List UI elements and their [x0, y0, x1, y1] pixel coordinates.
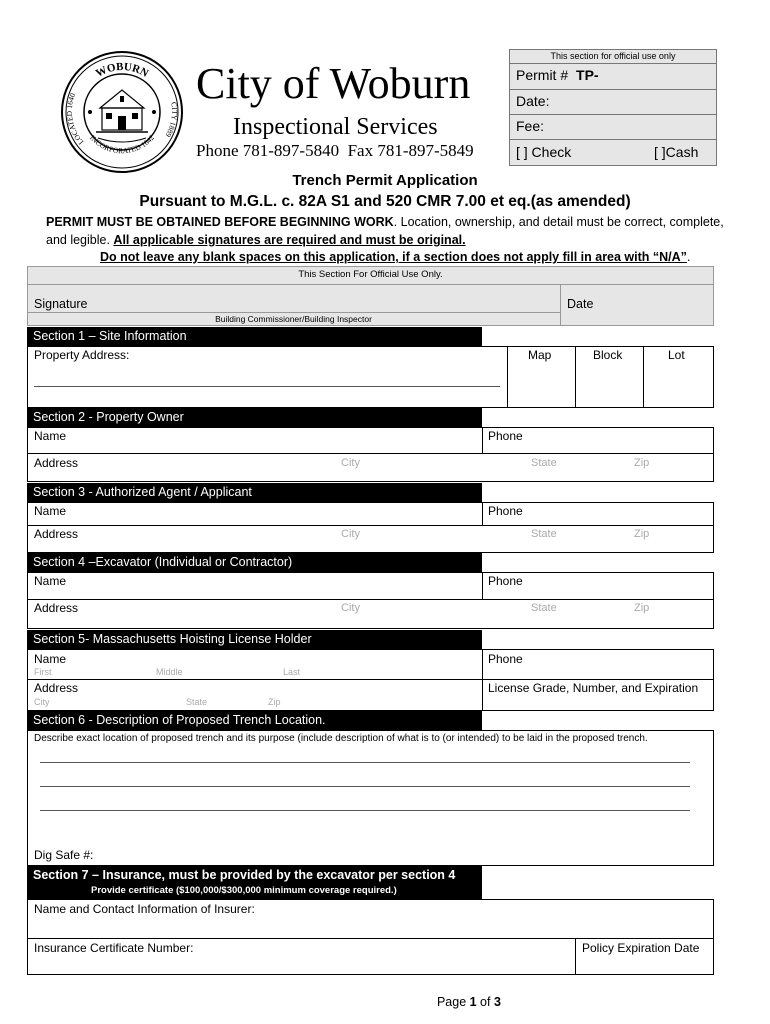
check-option[interactable]: [ ] Check — [516, 144, 572, 160]
policy-expiration-field[interactable]: Policy Expiration Date — [582, 941, 700, 955]
fee-field[interactable]: Fee: — [516, 118, 545, 134]
contact-line: Phone 781-897-5840 Fax 781-897-5849 — [196, 141, 474, 160]
hoisting-city-hint: City — [34, 697, 50, 707]
cash-option[interactable]: [ ]Cash — [654, 144, 699, 160]
notice-bold-lead: PERMIT MUST BE OBTAINED BEFORE BEGINNING WORK — [46, 215, 394, 229]
hoisting-last-hint: Last — [283, 667, 301, 677]
section7-title: Section 7 – Insurance, must be provided by the excavator per section 4 — [33, 868, 456, 882]
page-word: Page — [436, 995, 470, 1009]
permit-number-field[interactable] — [516, 67, 599, 83]
notice-signatures: All applicable signatures are required and must be original. — [113, 233, 466, 247]
svg-text:WOBURN — [94, 61, 151, 80]
agent-address-field[interactable]: Address — [34, 527, 79, 541]
permit-number-label: Permit # — [516, 67, 569, 83]
signature-field[interactable]: Signature — [34, 297, 88, 311]
lot-field[interactable]: Lot — [668, 348, 685, 362]
official-section-caption: This Section For Official Use Only. — [298, 269, 443, 280]
form-title: Trench Permit Application — [292, 172, 478, 189]
description-line-2[interactable] — [40, 786, 690, 787]
agent-state-hint: State — [531, 528, 557, 540]
notice-na-instruction: Do not leave any blank spaces on this application, if a section does not apply fill in area with “N/A” — [100, 250, 687, 264]
notice-period: . — [686, 250, 691, 264]
property-address-field[interactable]: Property Address: — [34, 348, 130, 362]
description-line-1[interactable] — [40, 762, 690, 763]
page-total: 3 — [493, 995, 501, 1009]
license-field[interactable]: License Grade, Number, and Expiration — [488, 681, 699, 695]
date-field[interactable]: Date: — [516, 93, 550, 109]
excavator-box — [27, 572, 714, 629]
official-use-caption: This section for official use only — [550, 51, 676, 61]
section7-subtitle: Provide certificate ($100,000/$300,000 minimum coverage required.) — [91, 885, 397, 896]
hoisting-middle-hint: Middle — [156, 667, 183, 677]
owner-zip-hint: Zip — [634, 457, 650, 469]
section5-header: Section 5- Massachusetts Hoisting License Holder — [27, 630, 482, 649]
owner-address-field[interactable]: Address — [34, 456, 79, 470]
excavator-name-field[interactable]: Name — [34, 574, 67, 588]
hoisting-zip-hint: Zip — [268, 697, 281, 707]
svg-text:CITY 1889 — [163, 101, 179, 139]
agent-name-field[interactable]: Name — [34, 504, 67, 518]
block-field[interactable]: Block — [593, 348, 623, 362]
map-field[interactable]: Map — [528, 348, 552, 362]
excavator-address-field[interactable]: Address — [34, 601, 79, 615]
description-line-3[interactable] — [40, 810, 690, 811]
notice-line-2 — [46, 233, 466, 247]
trench-description-box — [27, 730, 714, 866]
section1-header: Section 1 – Site Information — [27, 327, 482, 346]
seal-graphic — [60, 50, 184, 174]
notice-line-3 — [100, 250, 690, 264]
of-word: of — [476, 995, 494, 1009]
trench-description-instruction: Describe exact location of proposed trench and its purpose (include description of what is to (or intended) to be laid in the proposed trench. — [34, 733, 648, 744]
department-name: Inspectional Services — [233, 114, 438, 140]
section3-header: Section 3 - Authorized Agent / Applicant — [27, 483, 482, 502]
section4-header: Section 4 –Excavator (Individual or Contractor) — [27, 553, 482, 572]
hoisting-name-field[interactable]: Name — [34, 652, 67, 666]
page-indicator — [430, 981, 501, 1009]
excavator-phone-field[interactable]: Phone — [488, 574, 523, 588]
section7-header — [27, 866, 482, 899]
property-address-line[interactable] — [34, 386, 500, 387]
seal-right-text: CITY 1889 — [163, 101, 180, 139]
seal-left-text: LOCATED 1640 — [64, 91, 86, 147]
certificate-number-field[interactable]: Insurance Certificate Number: — [34, 941, 194, 955]
hoisting-phone-field[interactable]: Phone — [488, 652, 523, 666]
official-use-box — [509, 49, 717, 166]
owner-city-hint: City — [341, 457, 360, 469]
page-number: 1 — [469, 995, 477, 1009]
excavator-city-hint: City — [341, 602, 360, 614]
insurer-field[interactable]: Name and Contact Information of Insurer: — [34, 902, 255, 916]
form-subtitle: Pursuant to M.G.L. c. 82A S1 and 520 CMR 7.00 et eq.(as amended) — [139, 193, 631, 210]
signer-caption: Building Commissioner/Building Inspector — [215, 314, 372, 324]
agent-zip-hint: Zip — [634, 528, 650, 540]
notice-rest: . Location, ownership, and detail must be correct, complete, — [393, 215, 724, 229]
hoisting-state-hint: State — [186, 697, 208, 707]
section2-header: Section 2 - Property Owner — [27, 408, 482, 427]
notice-line-1 — [46, 215, 724, 229]
permit-prefix: TP- — [576, 67, 599, 83]
notice-line2-plain: and legible. — [46, 233, 114, 247]
hoisting-address-field[interactable]: Address — [34, 681, 79, 695]
seal-bottom-text: INCORPORATED 1642 — [87, 133, 157, 156]
owner-phone-field[interactable]: Phone — [488, 429, 523, 443]
excavator-zip-hint: Zip — [634, 602, 650, 614]
seal-top-text: WOBURN — [93, 60, 151, 80]
hoisting-first-hint: First — [34, 667, 52, 677]
agent-city-hint: City — [341, 528, 360, 540]
city-seal — [60, 50, 184, 174]
svg-text:INCORPORATED 1642 — [88, 133, 156, 155]
owner-name-field[interactable]: Name — [34, 429, 67, 443]
agent-box — [27, 502, 714, 553]
owner-state-hint: State — [531, 457, 557, 469]
dig-safe-field[interactable]: Dig Safe #: — [34, 848, 94, 862]
city-title: City of Woburn — [196, 59, 471, 108]
section6-header: Section 6 - Description of Proposed Trench Location. — [27, 711, 482, 730]
official-date-field[interactable]: Date — [567, 297, 594, 311]
owner-box — [27, 427, 714, 482]
excavator-state-hint: State — [531, 602, 557, 614]
agent-phone-field[interactable]: Phone — [488, 504, 523, 518]
hoisting-box — [27, 649, 714, 711]
